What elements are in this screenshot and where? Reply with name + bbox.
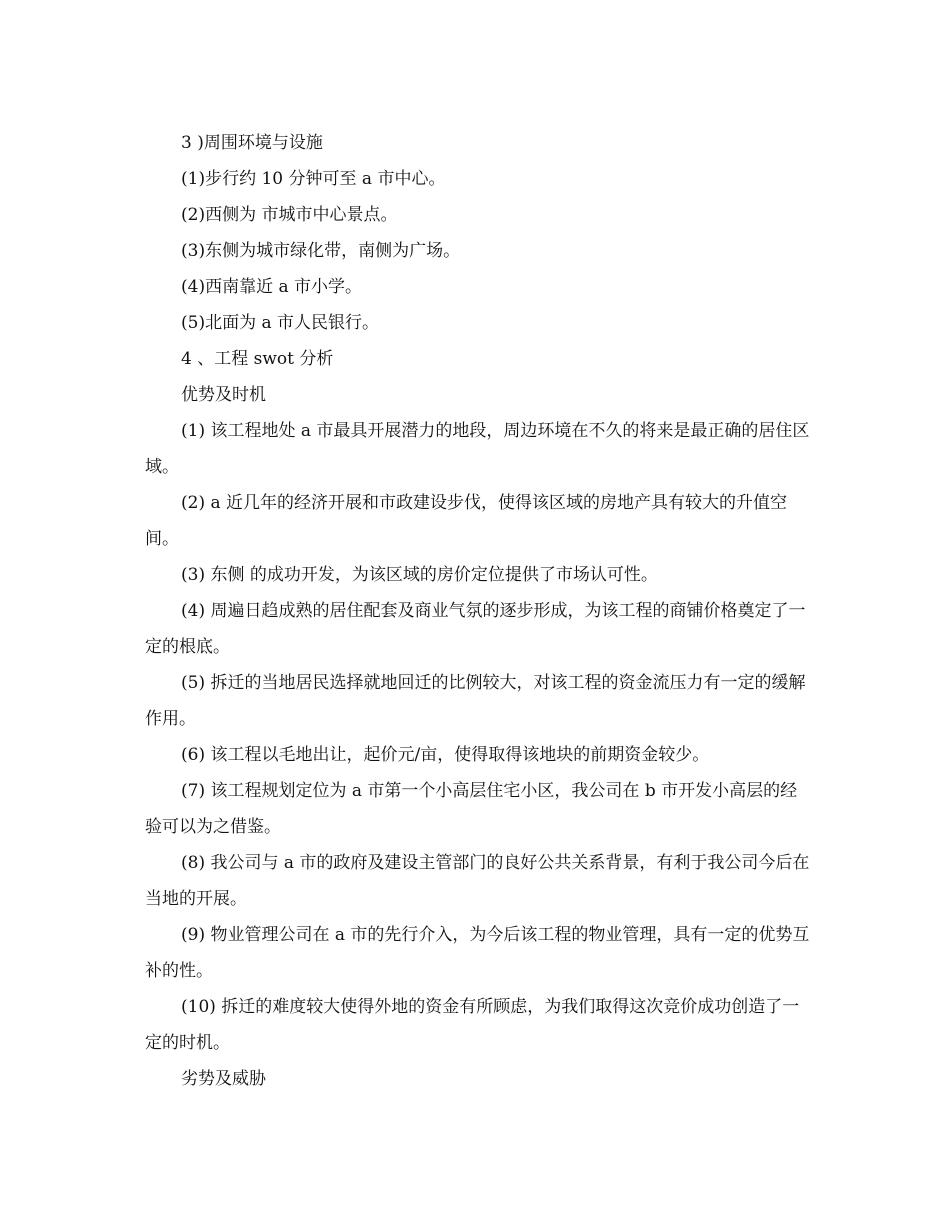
list-item: (2) a 近几年的经济开展和市政建设步伐，使得该区域的房地产具有较大的升值空间。 bbox=[145, 493, 788, 549]
list-item: (3) 东侧 的成功开发，为该区域的房价定位提供了市场认可性。 bbox=[181, 565, 658, 585]
list-item: (4) 周遍日趋成熟的居住配套及商业气氛的逐步形成，为该工程的商铺价格奠定了一定的根底。 bbox=[145, 601, 806, 657]
list-item: (5) 拆迁的当地居民选择就地回迁的比例较大，对该工程的资金流压力有一定的缓解作用。 bbox=[145, 673, 806, 729]
subheading-strengths-opportunities: 优势及时机 bbox=[181, 385, 266, 405]
list-item: (4)西南靠近 a 市小学。 bbox=[181, 277, 363, 297]
list-item: (8) 我公司与 a 市的政府及建设主管部门的良好公共关系背景，有利于我公司今后在当地的开展。 bbox=[145, 853, 810, 909]
list-item: (2)西侧为 市城市中心景点。 bbox=[181, 205, 398, 225]
section-heading-surroundings: 3 )周围环境与设施 bbox=[181, 133, 323, 153]
section-heading-swot: 4 、工程 swot 分析 bbox=[181, 349, 334, 369]
list-item: (3)东侧为城市绿化带，南侧为广场。 bbox=[181, 241, 461, 261]
subheading-weaknesses-threats: 劣势及威胁 bbox=[181, 1069, 266, 1089]
list-item: (5)北面为 a 市人民银行。 bbox=[181, 313, 380, 333]
document-body bbox=[145, 125, 810, 1097]
list-item: (1)步行约 10 分钟可至 a 市中心。 bbox=[181, 169, 446, 189]
list-item: (9) 物业管理公司在 a 市的先行介入，为今后该工程的物业管理，具有一定的优势互补的性。 bbox=[145, 925, 810, 981]
list-item: (10) 拆迁的难度较大使得外地的资金有所顾虑，为我们取得这次竞价成功创造了一定的时机。 bbox=[145, 997, 800, 1053]
list-item: (1) 该工程地处 a 市最具开展潜力的地段，周边环境在不久的将来是最正确的居住区域。 bbox=[145, 421, 810, 477]
list-item: (7) 该工程规划定位为 a 市第一个小高层住宅小区，我公司在 b 市开发小高层的经验可以为之借鉴。 bbox=[145, 781, 798, 837]
list-item: (6) 该工程以毛地出让，起价元/亩，使得取得该地块的前期资金较少。 bbox=[181, 745, 710, 765]
